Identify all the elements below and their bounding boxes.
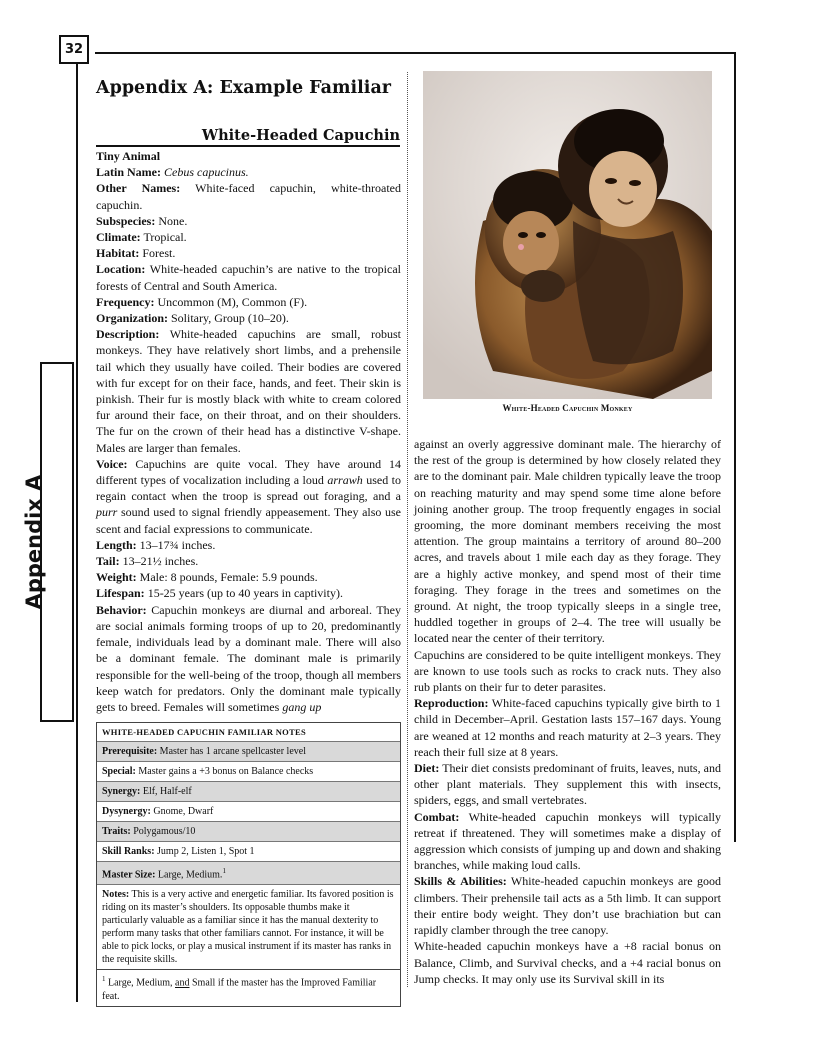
habitat: Habitat: Forest. [96,246,176,261]
size-type: Tiny Animal [96,149,161,163]
reproduction: Reproduction: White-faced capuchins typically give birth to 1 child in December–April. Gestation lasts 157–167 days. Young are weaned at 12 months and reach maturity at 2–3 years. They reach their full size at 8 years. [414,696,721,759]
left-column [96,148,401,715]
right-column [414,436,721,987]
skills-abilities: Skills & Abilities: White-headed capuchin monkeys are good climbers. Their prehensile tail acts as a 5th limb. It can support their entire body weight. They don’t use brachiation but can rapidly clamber through the tree canopy. [414,874,721,938]
organization: Organization: Solitary, Group (10–20). [96,311,289,326]
lifespan: Lifespan: 15-25 years (up to 40 years in captivity). [96,586,343,601]
notes-master-size: Master Size: Large, Medium.$^1$ [97,861,400,884]
other-names: Other Names: White-faced capuchin, white-throated capuchin. [96,181,401,212]
column-divider [407,72,408,987]
latin-name: Latin Name: Cebus capucinus. [96,165,249,180]
notes-traits: Traits: Polygamous/10 [97,821,400,841]
behavior-continued: against an overly aggressive dominant male. The hierarchy of the rest of the group is determined by how closely related they are to the dominant pair. Male children typically leave the troop on reaching maturity and may spend some time alone before joining another group. The troop frequently engages in social grooming, the more dominant members receiving the most attention. The group maintains a territory of around 80–200 acres, and travels about 1 mile each day as they forage. They are a highly active monkey, and spend most of their time foraging. They forage in the trees and sometimes on the ground. At night, the troop typically sleeps in a single tree, huddled together in groups of 2–4. The tree will usually be located near the center of their territory. [414,437,721,646]
notes-special: Special: Master gains a +3 bonus on Balance checks [97,761,400,781]
page-number: 32 [59,35,89,64]
capuchin-photo [423,71,712,399]
location: Location: White-headed capuchin’s are native to the tropical forests of Central and South America. [96,262,401,293]
notes-notes: Notes: This is a very active and energetic familiar. Its favored position is riding on its master’s shoulders. Its opposable thumbs make it particularly valuable as a familiar since it has the manual dexterity to perform many tasks that other familiars cannot. For instance, it will be able to pick locks, or play a musical instrument if its master has ranks in the requisite skills. [97,884,400,969]
description: Description: White-headed capuchins are small, robust monkeys. They have relatively short limbs, and a prehensile tail which they usually have coiled. Their bodies are covered with fur except for on their face, hands, and feet. Their skin is pinkish. Their fur is mostly black with white to cream colored fur around their face, on their throat, and on their shoulders. The fur on the crown of their head has a distinctive V-shape. Males are larger than females. [96,327,401,455]
notes-footnote: $^1$ Large, Medium, and Small if the master has the Improved Familiar feat. [97,969,400,1005]
entry-title: White-Headed Capuchin [96,127,400,147]
notes-prerequisite: Prerequisite: Master has 1 arcane spellcaster level [97,741,400,761]
voice: Voice: Capuchins are quite vocal. They have around 14 different types of vocalization including a loud arrawh used to regain contact when the troop is spread out foraging, and a purr sound used to signal friendly appeasement. They also use scent and facial expressions to communicate. [96,456,402,536]
left-margin-rule [76,62,78,1002]
appendix-title: Appendix A: Example Familiar [96,78,392,98]
diet: Diet: Their diet consists predominant of fruits, leaves, nuts, and other plant materials. They supplement this with insects, spiders, eggs, and small vertebrates. [414,761,721,808]
length: Length: 13–17¾ inches. [96,537,216,552]
climate: Climate: Tropical. [96,230,187,245]
behavior: Behavior: Capuchin monkeys are diurnal and arboreal. They are social animals forming troops of up to 20, predominantly female, individuals lead by a dominant male. There will also be a dominant female. The dominant male is primarily responsible for the well-being of the troop, though all members keep watch for predators. Only the dominant male typically gets to breed. Females will sometimes gang up [96,602,402,714]
notes-dysynergy: Dysynergy: Gnome, Dwarf [97,801,400,821]
header-rule [95,52,735,54]
photo-caption: White-Headed Capuchin Monkey [502,403,633,413]
racial-bonus: White-headed capuchin monkeys have a +8 racial bonus on Balance, Climb, and Survival checks, and a +4 racial bonus on Jump checks. It may only use its Survival skill in its [414,939,721,986]
intelligence: Capuchins are considered to be quite intelligent monkeys. They are known to use tools such as rocks to crack nuts. They also rub plants on their fur to deter parasites. [414,647,721,695]
notes-synergy: Synergy: Elf, Half-elf [97,781,400,801]
side-tab-label: Appendix A [22,474,46,610]
combat: Combat: White-headed capuchin monkeys will typically retreat if threatened. They will sometimes make a display of aggression which consists of jumping up and down and shaking branches, while making loud calls. [414,809,721,873]
weight: Weight: Male: 8 pounds, Female: 5.9 pounds. [96,570,318,585]
notes-skill-ranks: Skill Ranks: Jump 2, Listen 1, Spot 1 [97,841,400,861]
capuchin-photo-illustration [423,71,712,399]
right-margin-rule [734,52,736,842]
frequency: Frequency: Uncommon (M), Common (F). [96,294,308,309]
subspecies: Subspecies: None. [96,213,188,228]
familiar-notes-box [96,722,401,1007]
notes-heading: WHITE-HEADED CAPUCHIN FAMILIAR NOTES [102,727,307,737]
tail: Tail: 13–21½ inches. [96,554,199,569]
